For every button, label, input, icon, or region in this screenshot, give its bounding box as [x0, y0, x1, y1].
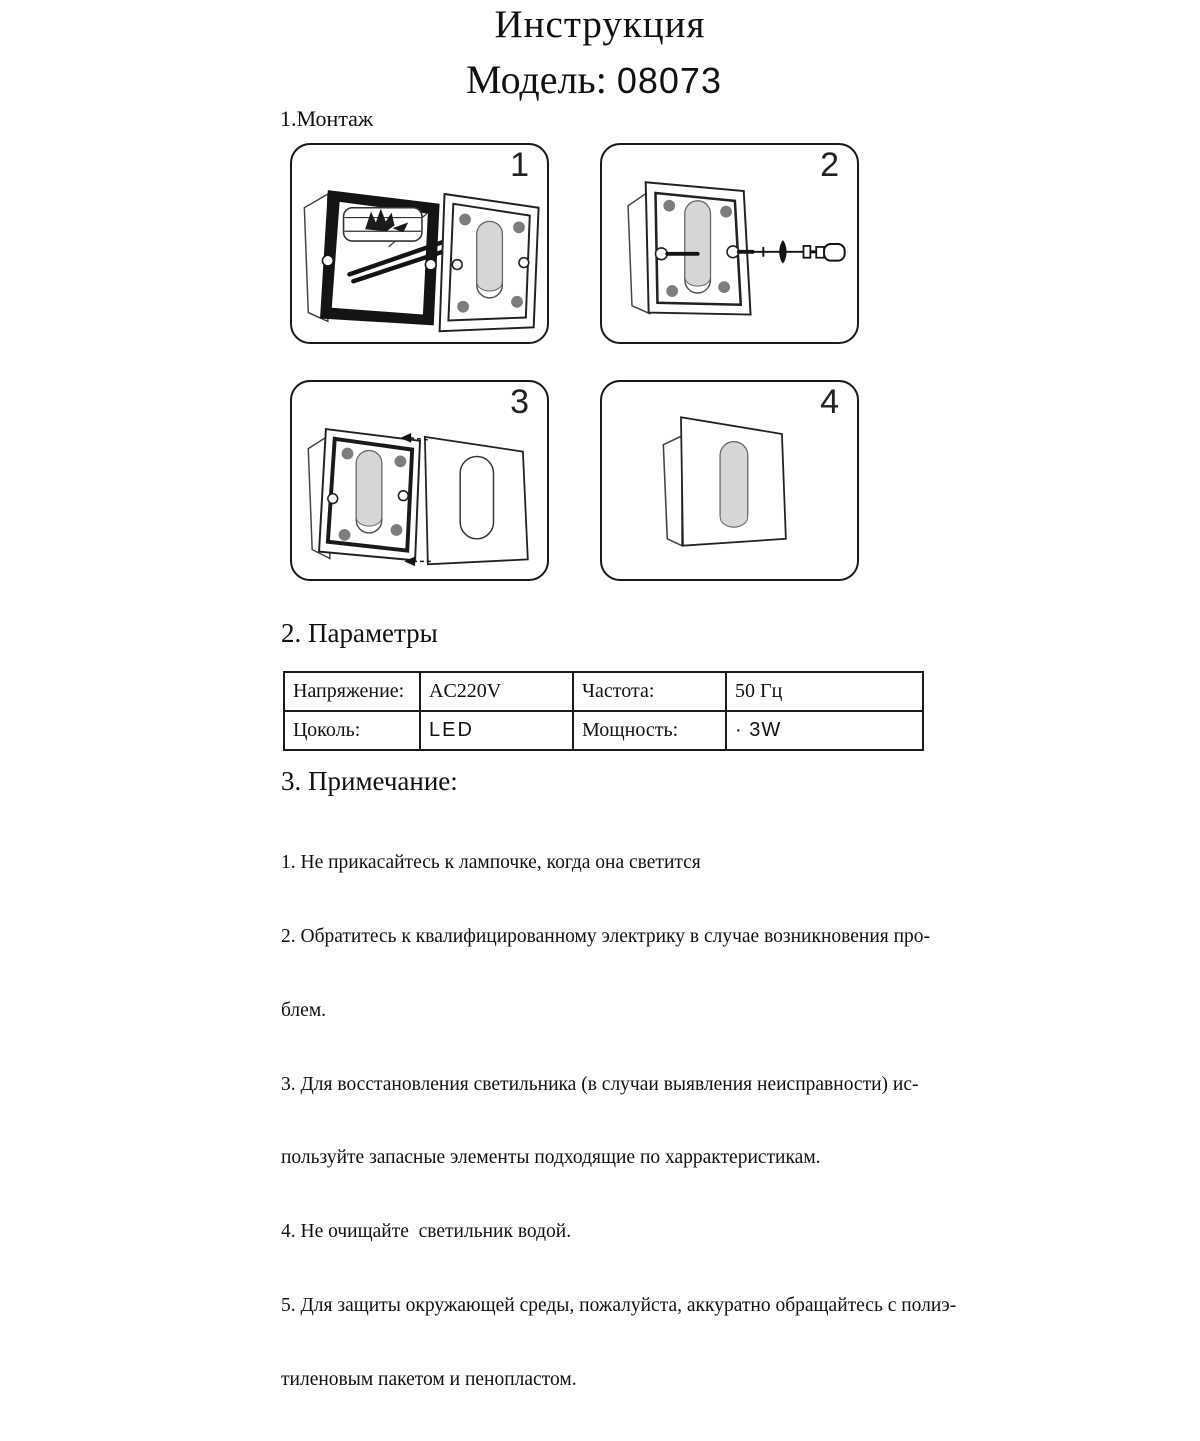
param-value-frequency: 50 Гц — [726, 672, 923, 711]
mounting-step-1-illustration — [292, 145, 547, 342]
mounting-step-4-illustration — [602, 382, 857, 579]
mounting-step-2-panel — [600, 143, 859, 344]
note-line: пользуйте запасные элементы подходящие по харрактеристикам. — [281, 1147, 821, 1169]
parameters-heading: 2. Параметры — [281, 618, 438, 648]
note-line: 2. Обратитесь к квалифицированному электрику в случае возникновения про- — [281, 925, 931, 947]
param-value-voltage: AC220V — [420, 672, 573, 711]
note-line: 3. Для восстановления светильника (в случаи выявления неисправности) ис- — [281, 1073, 919, 1095]
mounting-step-3-illustration — [292, 382, 547, 579]
model-line — [0, 56, 1188, 103]
notes-heading: 3. Примечание: — [281, 766, 458, 796]
param-label-voltage: Напряжение: — [284, 672, 420, 711]
note-line: 1. Не прикасайтесь к лампочке, когда она светится — [281, 852, 701, 874]
mounting-step-1-panel — [290, 143, 549, 344]
model-label: Модель: — [466, 57, 607, 102]
note-line: блем. — [281, 999, 327, 1021]
step-number-1: 1 — [510, 146, 529, 184]
step-number-3: 3 — [510, 383, 529, 421]
notes-list — [281, 802, 956, 1441]
mounting-step-2-illustration — [602, 145, 857, 342]
note-line: 4. Не очищайте светильник водой. — [281, 1221, 572, 1243]
param-value-power: · 3W — [726, 711, 923, 750]
param-label-frequency: Частота: — [573, 672, 726, 711]
step-number-2: 2 — [820, 146, 839, 184]
mounting-step-4-panel — [600, 380, 859, 581]
mounting-step-3-panel — [290, 380, 549, 581]
param-value-socket: LED — [420, 711, 573, 750]
step-number-4: 4 — [820, 383, 839, 421]
param-label-socket: Цоколь: — [284, 711, 420, 750]
param-label-power: Мощность: — [573, 711, 726, 750]
table-row — [284, 711, 923, 750]
note-line: 5. Для защиты окружающей среды, пожалуйста, аккуратно обращайтесь с полиэ- — [281, 1294, 957, 1316]
montage-heading: 1.Монтаж — [280, 106, 374, 131]
parameters-table — [283, 671, 924, 751]
model-number: 08073 — [616, 60, 722, 101]
page-title: Инструкция — [494, 3, 706, 46]
table-row — [284, 672, 923, 711]
note-line: тиленовым пакетом и пенопластом. — [281, 1368, 577, 1390]
